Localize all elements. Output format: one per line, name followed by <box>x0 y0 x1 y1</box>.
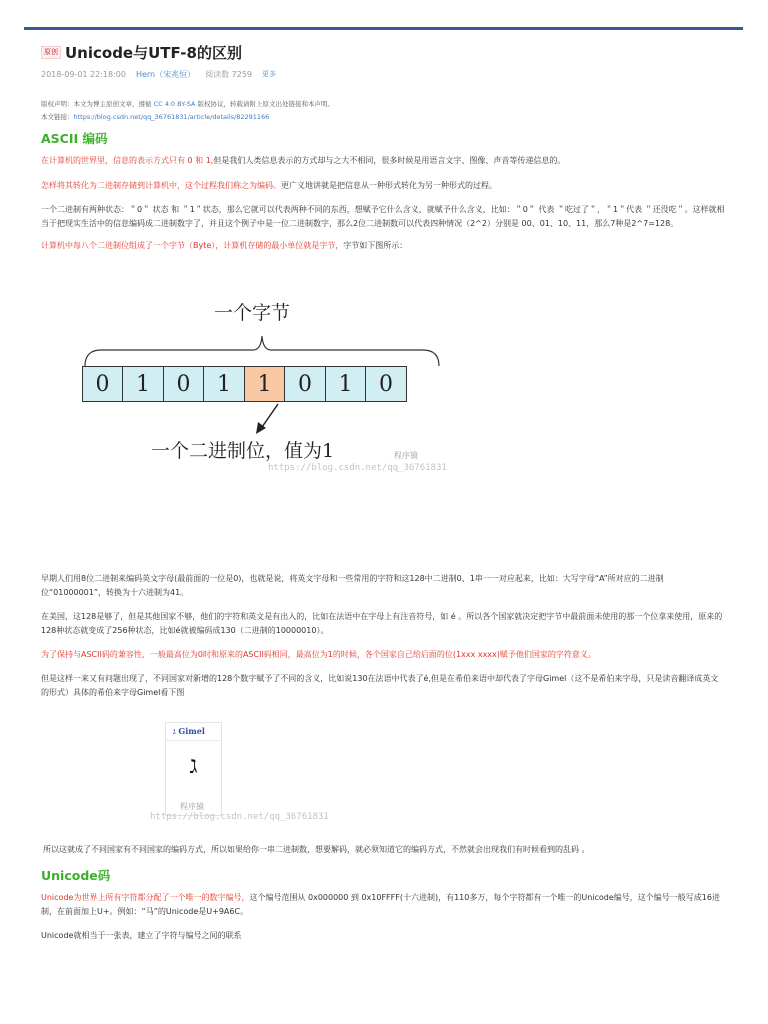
byte-text: 字节如下图所示： <box>343 241 408 250</box>
watermark-url: https://blog.csdn.net/qq_36761831 <box>150 812 329 822</box>
publish-date: 2018-09-01 22:18:00 <box>41 69 126 79</box>
copyright-suffix: 版权协议，转载请附上原文出处链接和本声明。 <box>195 100 335 108</box>
page-title: Unicode与UTF-8的区别 <box>65 43 242 62</box>
paragraph-unicode <box>41 891 726 919</box>
bit-cell: 0 <box>365 366 407 402</box>
bit-cell: 0 <box>284 366 326 402</box>
arrow-icon <box>248 400 288 436</box>
watermark-url: https://blog.csdn.net/qq_36761831 <box>268 463 447 473</box>
top-accent-bar <box>24 27 743 30</box>
paragraph-intro <box>41 154 726 168</box>
brace-arrow-icon <box>83 328 441 368</box>
copyright-line <box>41 98 726 111</box>
view-count: 阅读数 7259 <box>205 69 253 79</box>
article-link-label: 本文链接： <box>41 113 74 121</box>
article-meta <box>41 68 726 80</box>
paragraph-unicode-table: Unicode就相当于一张表，建立了字符与编号之间的联系 <box>41 931 242 940</box>
copyright-notice <box>41 98 726 124</box>
encoding-highlight: 怎样将其转化为二进制存储到计算机中，这个过程我们称之为编码。 <box>41 181 281 190</box>
byte-highlight: 计算机中每八个二进制位组成了一个字节（Byte），计算机存储的最小单位就是字节， <box>41 241 344 250</box>
article-link-line <box>41 111 726 124</box>
paragraph-compatibility: 为了保持与ASCII码的兼容性，一般最高位为0时和原来的ASCII码相同，最高位为1的时候，各个国家自己给后面的位(1xxx xxxx)赋予他们国家的字符意义。 <box>41 650 596 659</box>
article-url-link[interactable]: https://blog.csdn.net/qq_36761831/article/details/82291166 <box>73 113 270 121</box>
bit-cell: 1 <box>122 366 164 402</box>
article <box>41 40 726 253</box>
bit-cell: 1 <box>325 366 367 402</box>
gimel-header: ג Gimel <box>166 723 221 741</box>
unicode-heading: Unicode码 <box>41 868 111 883</box>
unicode-highlight: Unicode为世界上所有字符都分配了一个唯一的数字编号， <box>41 893 250 902</box>
watermark-logo: 程序猿 <box>394 451 418 460</box>
paragraph-conflict: 但是这样一来又有问题出现了，不同国家对新增的128个数字赋予了不同的含义，比如说130在法语中代表了é,但是在希伯来语中却代表了字母Gimel（这不是希伯来字母，只是读音翻译成英文的形式）具体的希伯来字母Gimel看下图 <box>41 674 719 697</box>
unicode-text: 这个编号范围从 0x000000 到 0x10FFFF(十六进制)，有110多万，每个字符都有一个唯一的Unicode编号，这个编号一般写成16进制，在前面加上U+。例如：“马”的Unicode是U+9A6C。 <box>41 893 720 916</box>
gimel-figure <box>165 722 222 816</box>
paragraph-byte <box>41 239 726 253</box>
gimel-glyph: ג <box>189 751 198 779</box>
article-continued <box>41 572 726 700</box>
bit-cell-highlighted: 1 <box>244 366 286 402</box>
article-closing <box>41 843 726 943</box>
bit-row <box>83 366 407 402</box>
bit-cell: 0 <box>163 366 205 402</box>
paragraph-garbled: 所以这就成了不同国家有不同国家的编码方式，所以如果给你一串二进制数，想要解码，就必须知道它的编码方式，不然就会出现我们有时候看到的乱码 。 <box>43 845 590 854</box>
author-link[interactable]: Hern（宋兆恒） <box>135 69 196 79</box>
paragraph-early-encoding: 早期人们用8位二进制来编码英文字母(最前面的一位是0)，也就是说，将英文字母和一些常用的字符和这128中二进制0、1串一一对应起来，比如：大写字母“A”所对应的二进制位“01000001”，转换为十六进制为41。 <box>41 574 664 597</box>
byte-figure <box>78 296 470 482</box>
title-row <box>41 40 726 64</box>
more-link[interactable]: 更多 <box>262 70 277 78</box>
license-link[interactable]: CC 4.0 BY-SA <box>153 100 196 108</box>
byte-figure-caption: 一个二进制位，值为1 <box>151 440 335 462</box>
ascii-heading: ASCII 编码 <box>41 131 108 146</box>
intro-highlight: 在计算机的世界里，信息的表示方式只有 0 和 1, <box>41 156 214 165</box>
paragraph-encoding <box>41 179 726 193</box>
bit-cell: 1 <box>203 366 245 402</box>
bit-cell: 0 <box>82 366 124 402</box>
paragraph-binary: 一个二进制有两种状态：＂0＂ 状态 和 ＂1＂状态，那么它就可以代表两种不同的东西，想赋予它什么含义，就赋予什么含义，比如：＂0＂ 代表 ＂吃过了＂，＂1＂代表 ＂还没吃＂。这样就相当于把现实生活中的信息编码成二进制数字了，并且这个例子中是一位二进制数字，那么2位二进制数可以代表四种情况（2^2）分别是 00、01、10、11，那么7种是2^7=128。 <box>41 205 725 228</box>
paragraph-other-countries: 在美国，这128是够了，但是其他国家不够，他们的字符和英文是有出入的，比如在法语中在字母上有注音符号，如 é 。所以各个国家就决定把字节中最前面未使用的那一个位拿来使用，原来的128种状态就变成了256种状态，比如é就被编码成130（二进制的10000010）。 <box>41 612 723 635</box>
intro-text: 但是我们人类信息表示的方式却与之大不相同，很多时候是用语言文字、图像、声音等传递信息的。 <box>213 156 566 165</box>
watermark-logo: 程序猿 <box>180 802 204 811</box>
byte-figure-title: 一个字节 <box>214 302 291 324</box>
original-badge: 原创 <box>41 46 61 59</box>
encoding-text: 更广义地讲就是把信息从一种形式转化为另一种形式的过程。 <box>281 181 497 190</box>
copyright-prefix: 版权声明：本文为博主原创文章，遵循 <box>41 100 154 108</box>
